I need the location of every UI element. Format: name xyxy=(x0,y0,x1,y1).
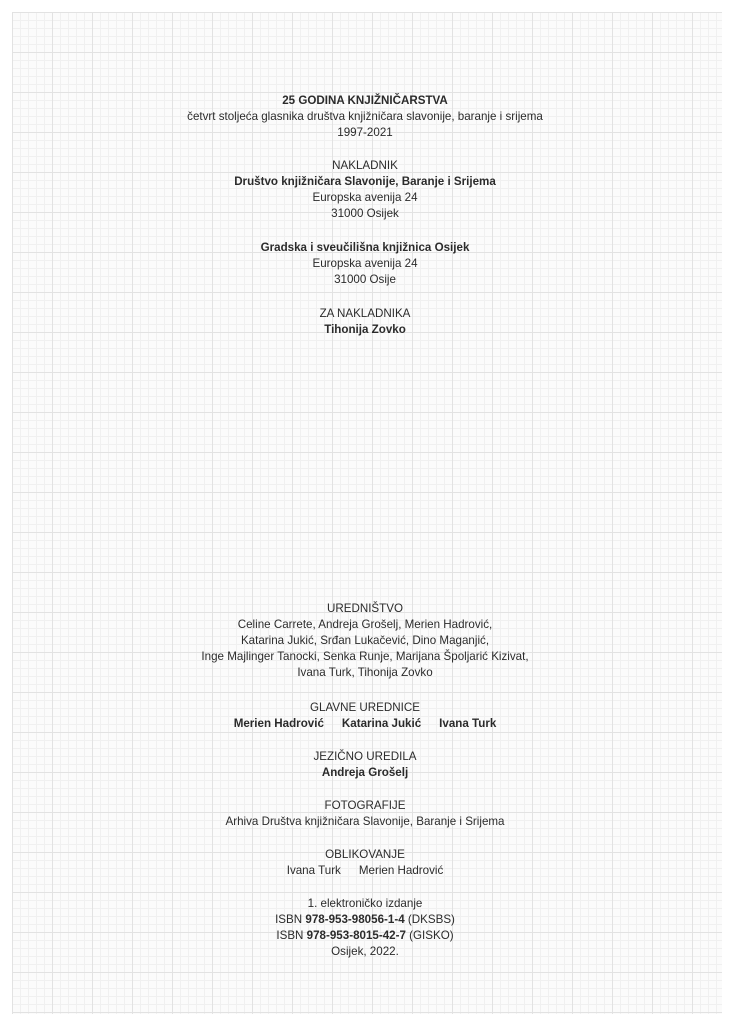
isbn-label: ISBN xyxy=(275,913,303,926)
isbn-publisher: (GISKO) xyxy=(409,929,454,942)
editorial-board-line: Celine Carrete, Andreja Grošelj, Merien Hadrović, xyxy=(237,618,493,631)
photographs-heading: FOTOGRAFIJE xyxy=(324,799,406,812)
language-editor-name: Andreja Grošelj xyxy=(321,766,409,779)
chief-editors-block xyxy=(0,700,730,732)
publisher-2-block xyxy=(0,240,730,288)
design-heading: OBLIKOVANJE xyxy=(325,848,405,861)
photographs-text: Arhiva Društva knjižničara Slavonije, Baranje i Srijema xyxy=(225,815,505,828)
book-subtitle: četvrt stoljeća glasnika društva knjižničara slavonije, baranje i srijema xyxy=(187,110,543,123)
publisher-2-street: Europska avenija 24 xyxy=(312,257,418,270)
designer-name: Ivana Turk xyxy=(286,864,341,877)
editorial-board-line: Ivana Turk, Tihonija Zovko xyxy=(297,666,433,679)
isbn-number: 978-953-98056-1-4 xyxy=(305,913,405,926)
isbn-line xyxy=(0,928,730,944)
edition-text: 1. elektroničko izdanje xyxy=(307,897,423,910)
publisher-block xyxy=(0,158,730,222)
publisher-1-street: Europska avenija 24 xyxy=(312,191,418,204)
language-editor-heading: JEZIČNO UREDILA xyxy=(313,750,417,763)
book-years: 1997-2021 xyxy=(337,126,393,139)
isbn-publisher: (DKSBS) xyxy=(407,913,455,926)
place-date: Osijek, 2022. xyxy=(331,945,399,958)
designer-name: Merien Hadrović xyxy=(358,864,444,877)
chief-editors-heading: GLAVNE UREDNICE xyxy=(310,701,420,714)
isbn-number: 978-953-8015-42-7 xyxy=(306,929,406,942)
publisher-2-city: 31000 Osije xyxy=(334,273,396,286)
chief-editors-names xyxy=(0,716,730,732)
chief-editor-name: Merien Hadrović xyxy=(233,717,324,730)
editorial-board-line: Inge Majlinger Tanocki, Senka Runje, Marijana Špoljarić Kizivat, xyxy=(201,650,529,663)
design-names xyxy=(0,863,730,879)
editorial-board-heading: UREDNIŠTVO xyxy=(326,602,403,615)
isbn-label: ISBN xyxy=(276,929,304,942)
book-title: 25 GODINA KNJIŽNIČARSTVA xyxy=(282,94,448,107)
publisher-2-name: Gradska i sveučilišna knjižnica Osijek xyxy=(260,241,470,254)
photographs-block xyxy=(0,798,730,830)
edition-block xyxy=(0,896,730,960)
for-publisher-block xyxy=(0,306,730,338)
chief-editor-name: Ivana Turk xyxy=(439,717,497,730)
chief-editor-name: Katarina Jukić xyxy=(341,717,422,730)
design-block xyxy=(0,847,730,879)
isbn-line xyxy=(0,912,730,928)
publisher-heading: NAKLADNIK xyxy=(332,159,398,172)
editorial-board-block xyxy=(0,601,730,681)
publisher-1-city: 31000 Osijek xyxy=(331,207,399,220)
for-publisher-heading: ZA NAKLADNIKA xyxy=(319,307,411,320)
language-editor-block xyxy=(0,749,730,781)
for-publisher-name: Tihonija Zovko xyxy=(324,323,406,336)
title-block xyxy=(0,93,730,141)
publisher-1-name: Društvo knjižničara Slavonije, Baranje i Srijema xyxy=(234,175,496,188)
editorial-board-line: Katarina Jukić, Srđan Lukačević, Dino Maganjić, xyxy=(240,634,490,647)
